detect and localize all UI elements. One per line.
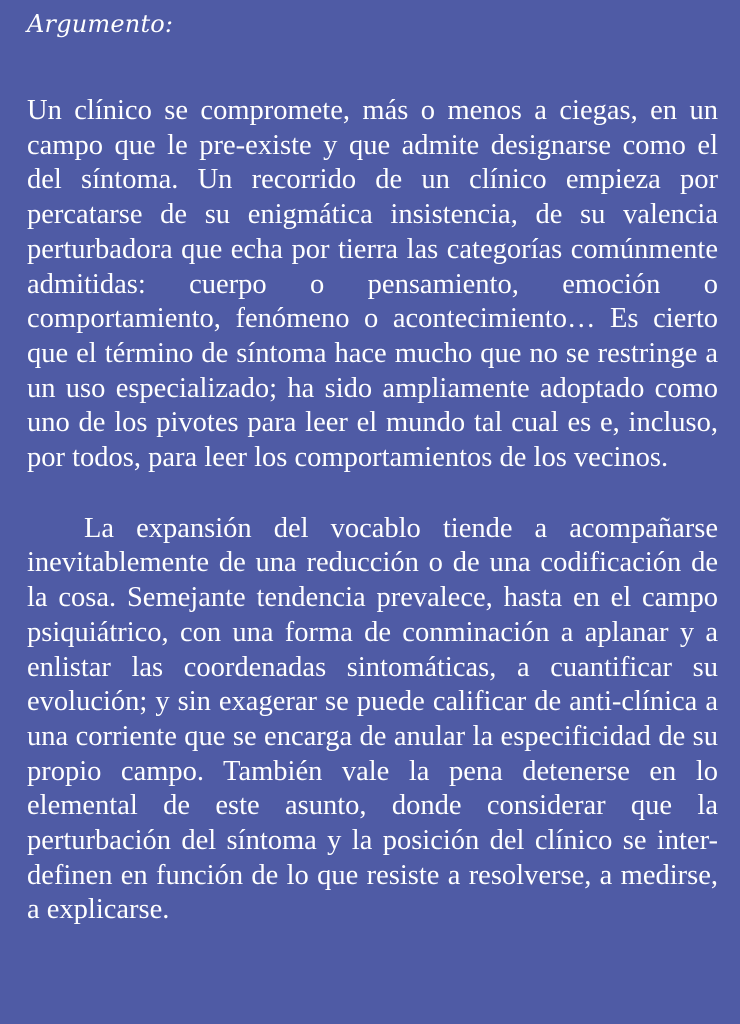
paragraph-1: Un clínico se compromete, más o menos a ciegas, en un campo que le pre-existe y que admite designarse como el del síntoma. Un recorrido de un clínico empieza por percatarse de su enigmática insistencia, de su valencia perturbadora que echa por tierra las categorías comúnmente admitidas: cuerpo o pensamiento, emoción o comportamiento, fenómeno o acontecimiento… Es cierto que el término de síntoma hace mucho que no se restringe a un uso especializado; ha sido ampliamente adoptado como uno de los pivotes para leer el mundo tal cual es e, incluso, por todos, para leer los comportamientos de los vecinos.	[27, 95, 718, 474]
paragraph-2: La expansión del vocablo tiende a acompañarse inevitablemente de una reducción o de una codificación de la cosa. Semejante tendencia prevalece, hasta en el campo psiquiátrico, con una forma de conminación a aplanar y a enlistar las coordenadas sintomáticas, a cuantificar su evolución; y sin exagerar se puede calificar de anti-clínica a una corriente que se encarga de anular la especificidad de su propio campo. También vale la pena detenerse en lo elemental de este asunto, donde considerar que la perturbación del síntoma y la posición del clínico se inter-definen en función de lo que resiste a resolverse, a medirse, a explicarse.	[27, 512, 718, 926]
section-heading: Argumento:	[27, 10, 174, 38]
